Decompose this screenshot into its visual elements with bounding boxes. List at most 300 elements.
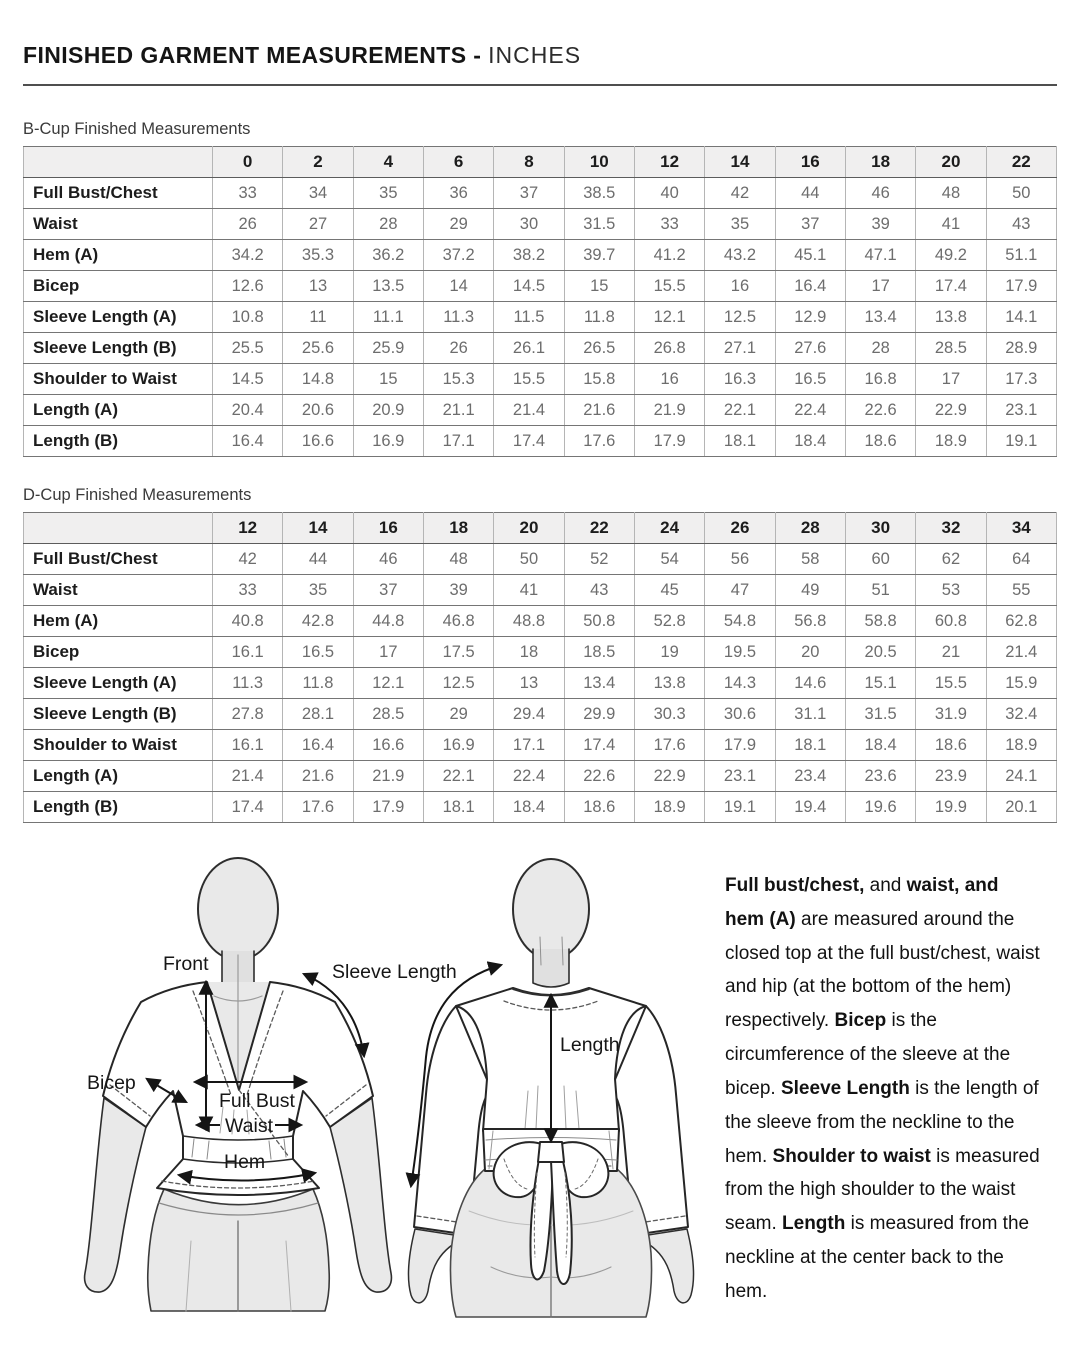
measurement-value-cell: 17.9 [986,271,1056,302]
measurement-value-cell: 11.5 [494,302,564,333]
size-column-header: 0 [213,147,283,178]
measurement-value-cell: 41 [494,575,564,606]
measurement-row-label: Shoulder to Waist [24,730,213,761]
d-cup-table-label: D-Cup Finished Measurements [23,486,252,504]
measurement-row [24,606,1057,637]
measurement-value-cell: 35 [353,178,423,209]
measurement-value-cell: 13.5 [353,271,423,302]
measurement-value-cell: 33 [634,209,704,240]
measurement-value-cell: 12.9 [775,302,845,333]
measurement-value-cell: 13.8 [634,668,704,699]
measurement-value-cell: 30 [494,209,564,240]
measurement-row [24,730,1057,761]
measurement-value-cell: 11.8 [564,302,634,333]
measurement-value-cell: 19.4 [775,792,845,823]
measurement-value-cell: 23.1 [986,395,1056,426]
measurement-value-cell: 26 [423,333,493,364]
measurement-value-cell: 17.1 [423,426,493,457]
measurement-value-cell: 27.1 [705,333,775,364]
measurement-value-cell: 29 [423,699,493,730]
measurement-row-label: Full Bust/Chest [24,544,213,575]
measurement-value-cell: 49.2 [916,240,986,271]
measurement-value-cell: 45 [634,575,704,606]
measurement-row [24,426,1057,457]
size-column-header: 10 [564,147,634,178]
measurement-value-cell: 15.1 [845,668,915,699]
measurement-value-cell: 19.1 [705,792,775,823]
measurement-value-cell: 29 [423,209,493,240]
measurement-value-cell: 21.6 [283,761,353,792]
measurement-value-cell: 21.9 [353,761,423,792]
garment-measurement-diagram [23,839,713,1321]
measurement-value-cell: 41 [916,209,986,240]
measurement-value-cell: 17.4 [213,792,283,823]
measurement-value-cell: 35.3 [283,240,353,271]
measurement-value-cell: 39 [423,575,493,606]
measurement-value-cell: 17.4 [494,426,564,457]
waist-label: Waist [225,1115,274,1137]
measurement-value-cell: 39 [845,209,915,240]
measurement-value-cell: 31.5 [845,699,915,730]
measurement-value-cell: 18.9 [916,426,986,457]
measurement-value-cell: 56 [705,544,775,575]
size-column-header: 12 [634,147,704,178]
size-column-header: 2 [283,147,353,178]
measurement-value-cell: 45.1 [775,240,845,271]
measurement-value-cell: 44 [775,178,845,209]
measurement-value-cell: 14.1 [986,302,1056,333]
measurement-value-cell: 14.6 [775,668,845,699]
measurement-value-cell: 31.5 [564,209,634,240]
measurement-value-cell: 33 [213,575,283,606]
measurement-value-cell: 21.6 [564,395,634,426]
size-column-header: 16 [775,147,845,178]
measurement-value-cell: 44.8 [353,606,423,637]
measurement-value-cell: 31.1 [775,699,845,730]
measurement-value-cell: 18.1 [705,426,775,457]
measurement-value-cell: 35 [705,209,775,240]
measurement-value-cell: 62 [916,544,986,575]
measurement-value-cell: 46 [353,544,423,575]
measurement-value-cell: 15 [564,271,634,302]
measurement-value-cell: 20 [775,637,845,668]
measurement-value-cell: 17.9 [353,792,423,823]
measurement-row [24,699,1057,730]
measurement-value-cell: 12.6 [213,271,283,302]
measurement-value-cell: 17.9 [634,426,704,457]
measurement-value-cell: 11.8 [283,668,353,699]
measurement-row-label: Bicep [24,271,213,302]
b-cup-measurements-table [23,146,1057,457]
measurement-description: Full bust/chest, and waist, and hem (A) are measured around the closed top at the full bust/chest, waist and hip (at the bottom of the hem) respectively. Bicep is the circumference of the sleeve at the bicep. Sleeve Length is the length of the sleeve from the neckline to the hem. Shoulder to waist is measured from the high shoulder to the waist seam. Length is measured from the neckline at the center back to the hem. [725,875,1040,1302]
measurement-value-cell: 54.8 [705,606,775,637]
measurement-value-cell: 29.9 [564,699,634,730]
measurement-value-cell: 22.1 [423,761,493,792]
size-header-row [24,147,1057,178]
measurement-value-cell: 15.3 [423,364,493,395]
measurement-value-cell: 22.9 [634,761,704,792]
measurement-value-cell: 36 [423,178,493,209]
measurement-value-cell: 21.1 [423,395,493,426]
measurement-value-cell: 43 [564,575,634,606]
measurement-row [24,792,1057,823]
measurement-value-cell: 16.3 [705,364,775,395]
measurement-value-cell: 56.8 [775,606,845,637]
measurement-value-cell: 23.9 [916,761,986,792]
measurement-row [24,333,1057,364]
size-column-header: 26 [705,513,775,544]
measurement-value-cell: 55 [986,575,1056,606]
measurement-value-cell: 32.4 [986,699,1056,730]
measurement-value-cell: 18.6 [564,792,634,823]
measurement-row [24,544,1057,575]
measurement-value-cell: 42.8 [283,606,353,637]
measurement-row-label: Sleeve Length (A) [24,668,213,699]
measurement-value-cell: 19.9 [916,792,986,823]
measurement-value-cell: 42 [213,544,283,575]
measurement-value-cell: 19 [634,637,704,668]
measurement-value-cell: 53 [916,575,986,606]
size-column-header: 6 [423,147,493,178]
measurement-value-cell: 37 [353,575,423,606]
size-column-header: 4 [353,147,423,178]
measurement-row [24,302,1057,333]
measurement-row [24,271,1057,302]
measurement-value-cell: 16.4 [775,271,845,302]
corner-cell [24,513,213,544]
measurement-row-label: Bicep [24,637,213,668]
measurement-value-cell: 14.8 [283,364,353,395]
measurement-value-cell: 20.1 [986,792,1056,823]
measurement-value-cell: 13.8 [916,302,986,333]
measurement-row-label: Length (B) [24,426,213,457]
measurement-value-cell: 18.6 [845,426,915,457]
measurement-value-cell: 18.4 [494,792,564,823]
measurement-value-cell: 19.6 [845,792,915,823]
measurement-value-cell: 34.2 [213,240,283,271]
size-column-header: 12 [213,513,283,544]
measurement-value-cell: 37 [494,178,564,209]
measurement-value-cell: 14.3 [705,668,775,699]
page-title-bold: FINISHED GARMENT MEASUREMENTS - [23,42,482,68]
measurement-row-label: Sleeve Length (B) [24,699,213,730]
measurement-value-cell: 26.8 [634,333,704,364]
measurement-value-cell: 27.6 [775,333,845,364]
measurement-value-cell: 17.6 [564,426,634,457]
measurement-row [24,364,1057,395]
measurement-value-cell: 17 [845,271,915,302]
measurement-value-cell: 26 [213,209,283,240]
measurement-row-label: Waist [24,209,213,240]
measurement-value-cell: 17.5 [423,637,493,668]
measurement-value-cell: 34 [283,178,353,209]
size-column-header: 28 [775,513,845,544]
measurement-value-cell: 22.6 [564,761,634,792]
size-column-header: 32 [916,513,986,544]
measurement-value-cell: 16 [705,271,775,302]
measurement-value-cell: 37.2 [423,240,493,271]
b-cup-table-label: B-Cup Finished Measurements [23,120,251,138]
measurement-value-cell: 38.2 [494,240,564,271]
measurement-row-label: Shoulder to Waist [24,364,213,395]
measurement-value-cell: 23.6 [845,761,915,792]
measurement-row-label: Length (B) [24,792,213,823]
measurement-value-cell: 28.9 [986,333,1056,364]
measurement-value-cell: 12.5 [423,668,493,699]
measurement-value-cell: 31.9 [916,699,986,730]
size-header-row [24,513,1057,544]
size-column-header: 20 [916,147,986,178]
measurement-value-cell: 40 [634,178,704,209]
measurement-value-cell: 11.3 [423,302,493,333]
measurement-value-cell: 11.3 [213,668,283,699]
measurement-row-label: Hem (A) [24,606,213,637]
measurement-value-cell: 11 [283,302,353,333]
measurement-row-label: Length (A) [24,761,213,792]
measurement-value-cell: 38.5 [564,178,634,209]
measurement-row-label: Waist [24,575,213,606]
measurement-value-cell: 62.8 [986,606,1056,637]
measurement-value-cell: 20.5 [845,637,915,668]
sleeve-length-label: Sleeve Length [332,961,457,983]
measurement-value-cell: 36.2 [353,240,423,271]
measurement-value-cell: 43.2 [705,240,775,271]
front-head [198,858,278,960]
measurement-value-cell: 13.4 [564,668,634,699]
measurement-value-cell: 10.8 [213,302,283,333]
measurement-value-cell: 35 [283,575,353,606]
measurement-value-cell: 19.1 [986,426,1056,457]
size-column-header: 16 [353,513,423,544]
measurement-value-cell: 16.9 [423,730,493,761]
measurement-value-cell: 16.4 [213,426,283,457]
measurement-value-cell: 22.4 [494,761,564,792]
measurement-row [24,668,1057,699]
measurement-value-cell: 20.4 [213,395,283,426]
measurement-value-cell: 16.1 [213,730,283,761]
measurement-value-cell: 54 [634,544,704,575]
measurement-row-label: Full Bust/Chest [24,178,213,209]
measurement-value-cell: 14.5 [213,364,283,395]
measurement-value-cell: 37 [775,209,845,240]
measurement-value-cell: 48 [423,544,493,575]
measurement-value-cell: 21.4 [213,761,283,792]
measurement-value-cell: 21.4 [494,395,564,426]
measurement-value-cell: 20.9 [353,395,423,426]
measurement-value-cell: 28.1 [283,699,353,730]
size-column-header: 14 [283,513,353,544]
measurement-value-cell: 16.4 [283,730,353,761]
measurement-value-cell: 18 [494,637,564,668]
measurement-value-cell: 49 [775,575,845,606]
measurement-value-cell: 27.8 [213,699,283,730]
measurement-value-cell: 40.8 [213,606,283,637]
measurement-value-cell: 14 [423,271,493,302]
measurement-value-cell: 16.5 [283,637,353,668]
measurement-value-cell: 16 [634,364,704,395]
measurement-value-cell: 18.9 [634,792,704,823]
measurement-value-cell: 52.8 [634,606,704,637]
measurement-value-cell: 17.1 [494,730,564,761]
measurement-value-cell: 28.5 [916,333,986,364]
measurement-value-cell: 28.5 [353,699,423,730]
measurement-value-cell: 21.9 [634,395,704,426]
measurement-value-cell: 18.4 [775,426,845,457]
measurement-value-cell: 17 [916,364,986,395]
measurement-value-cell: 17.6 [634,730,704,761]
measurement-value-cell: 22.6 [845,395,915,426]
measurement-value-cell: 29.4 [494,699,564,730]
size-column-header: 24 [634,513,704,544]
page-title-units: INCHES [488,42,582,68]
measurement-value-cell: 25.5 [213,333,283,364]
hem-label: Hem [224,1151,266,1173]
size-column-header: 8 [494,147,564,178]
measurement-value-cell: 58.8 [845,606,915,637]
measurement-row-label: Sleeve Length (B) [24,333,213,364]
measurement-value-cell: 60.8 [916,606,986,637]
measurement-value-cell: 26.1 [494,333,564,364]
measurement-value-cell: 15.5 [916,668,986,699]
measurement-value-cell: 16.6 [353,730,423,761]
measurement-value-cell: 50.8 [564,606,634,637]
measurement-value-cell: 47.1 [845,240,915,271]
corner-cell [24,147,213,178]
measurement-value-cell: 25.9 [353,333,423,364]
measurement-row-label: Length (A) [24,395,213,426]
front-label: Front [163,953,209,975]
measurement-value-cell: 39.7 [564,240,634,271]
measurement-value-cell: 14.5 [494,271,564,302]
measurement-value-cell: 44 [283,544,353,575]
measurement-value-cell: 16.5 [775,364,845,395]
measurement-value-cell: 16.8 [845,364,915,395]
measurement-value-cell: 21.4 [986,637,1056,668]
measurement-value-cell: 51 [845,575,915,606]
measurement-value-cell: 15.5 [634,271,704,302]
measurement-value-cell: 28 [353,209,423,240]
measurement-value-cell: 16.1 [213,637,283,668]
measurement-value-cell: 41.2 [634,240,704,271]
size-column-header: 30 [845,513,915,544]
measurement-row [24,575,1057,606]
measurement-value-cell: 15.5 [494,364,564,395]
measurement-value-cell: 22.1 [705,395,775,426]
size-column-header: 18 [845,147,915,178]
measurement-value-cell: 64 [986,544,1056,575]
bicep-label: Bicep [87,1072,136,1094]
measurement-value-cell: 60 [845,544,915,575]
measurement-value-cell: 50 [986,178,1056,209]
size-column-header: 18 [423,513,493,544]
measurement-value-cell: 46.8 [423,606,493,637]
measurement-row-label: Sleeve Length (A) [24,302,213,333]
measurement-value-cell: 26.5 [564,333,634,364]
measurement-value-cell: 12.5 [705,302,775,333]
size-column-header: 14 [705,147,775,178]
measurement-row [24,395,1057,426]
page-title [23,0,1057,69]
title-divider [23,84,1057,86]
measurement-value-cell: 33 [213,178,283,209]
size-column-header: 22 [986,147,1056,178]
measurement-value-cell: 17.3 [986,364,1056,395]
measurement-value-cell: 18.4 [845,730,915,761]
measurement-value-cell: 52 [564,544,634,575]
measurement-value-cell: 21 [916,637,986,668]
measurement-value-cell: 11.1 [353,302,423,333]
measurement-value-cell: 30.3 [634,699,704,730]
measurement-value-cell: 20.6 [283,395,353,426]
measurement-row [24,178,1057,209]
d-cup-measurements-table [23,512,1057,823]
measurement-value-cell: 18.6 [916,730,986,761]
measurement-row [24,240,1057,271]
measurement-value-cell: 16.9 [353,426,423,457]
measurement-value-cell: 17.4 [916,271,986,302]
measurement-value-cell: 46 [845,178,915,209]
measurement-row [24,637,1057,668]
full-bust-label: Full Bust [219,1090,295,1112]
measurement-value-cell: 18.9 [986,730,1056,761]
measurement-value-cell: 50 [494,544,564,575]
measurement-value-cell: 18.5 [564,637,634,668]
measurement-value-cell: 15.8 [564,364,634,395]
measurement-value-cell: 12.1 [634,302,704,333]
measurement-value-cell: 13.4 [845,302,915,333]
size-column-header: 22 [564,513,634,544]
measurement-value-cell: 30.6 [705,699,775,730]
measurement-value-cell: 58 [775,544,845,575]
measurement-value-cell: 17.9 [705,730,775,761]
measurement-value-cell: 48.8 [494,606,564,637]
measurement-value-cell: 19.5 [705,637,775,668]
measurement-value-cell: 42 [705,178,775,209]
measurement-value-cell: 15.9 [986,668,1056,699]
measurement-value-cell: 18.1 [423,792,493,823]
measurement-value-cell: 16.6 [283,426,353,457]
measurement-row-label: Hem (A) [24,240,213,271]
measurement-value-cell: 25.6 [283,333,353,364]
measurement-value-cell: 18.1 [775,730,845,761]
length-label: Length [560,1034,620,1056]
measurement-value-cell: 23.4 [775,761,845,792]
measurement-value-cell: 51.1 [986,240,1056,271]
size-column-header: 20 [494,513,564,544]
measurement-value-cell: 15 [353,364,423,395]
measurement-row [24,761,1057,792]
measurement-value-cell: 17.6 [283,792,353,823]
measurement-value-cell: 23.1 [705,761,775,792]
measurement-value-cell: 12.1 [353,668,423,699]
size-column-header: 34 [986,513,1056,544]
measurement-value-cell: 13 [283,271,353,302]
measurement-value-cell: 27 [283,209,353,240]
measurement-value-cell: 22.9 [916,395,986,426]
measurement-value-cell: 17 [353,637,423,668]
measurement-value-cell: 22.4 [775,395,845,426]
back-head [513,859,589,959]
measurement-value-cell: 48 [916,178,986,209]
measurement-value-cell: 47 [705,575,775,606]
measurement-value-cell: 28 [845,333,915,364]
measurement-value-cell: 24.1 [986,761,1056,792]
measurement-row [24,209,1057,240]
measurement-value-cell: 43 [986,209,1056,240]
measurement-value-cell: 13 [494,668,564,699]
measurement-value-cell: 17.4 [564,730,634,761]
measurement-diagram-section [23,839,1057,1321]
